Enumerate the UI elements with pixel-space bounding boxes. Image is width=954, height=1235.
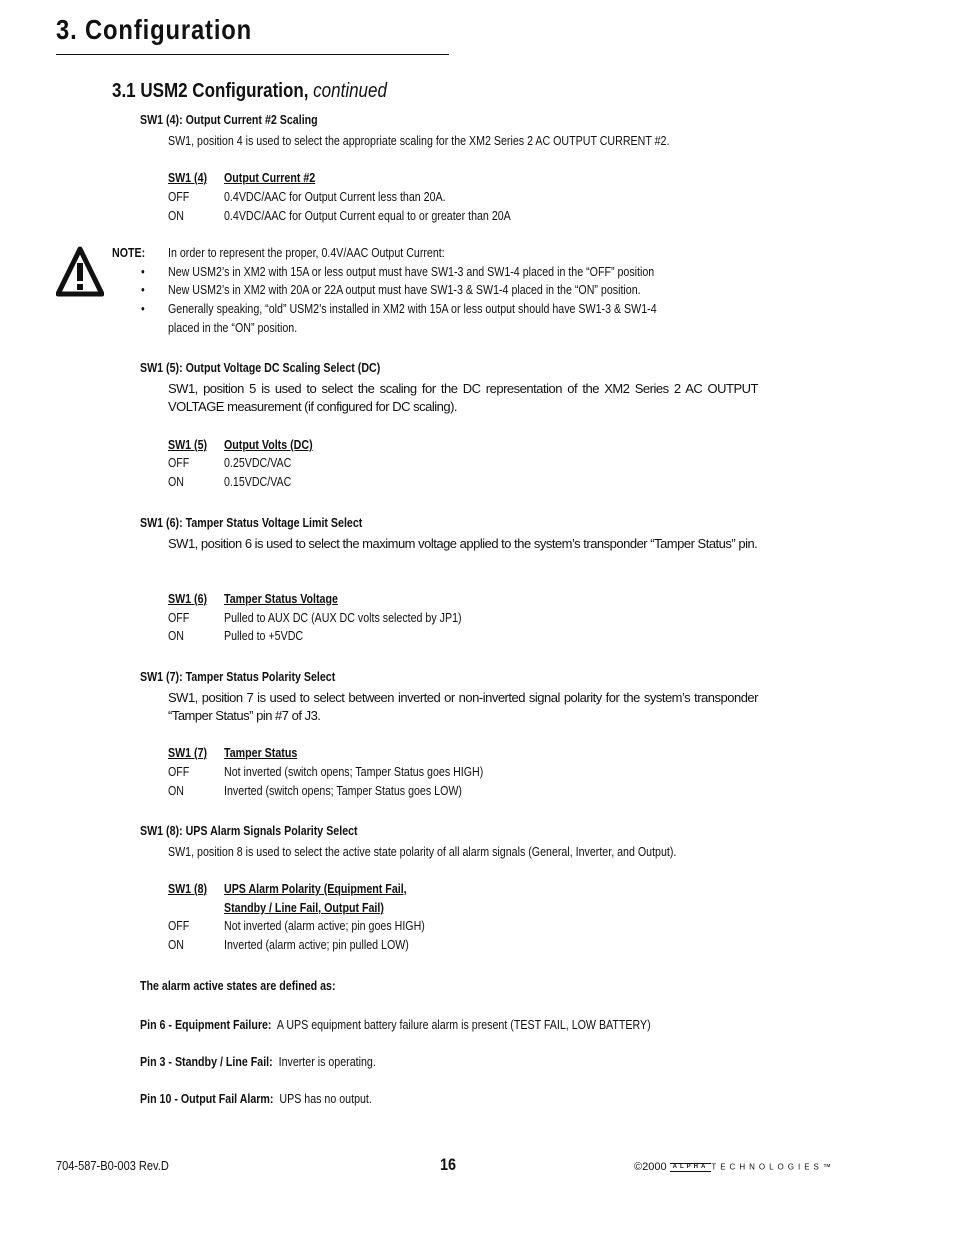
alarm-item: Pin 10 - Output Fail Alarm: UPS has no output. (140, 1091, 372, 1106)
note-intro: In order to represent the proper, 0.4V/AAC Output Current: (168, 245, 445, 260)
copyright: ©2000 (634, 1161, 667, 1173)
alarm-item: Pin 3 - Standby / Line Fail: Inverter is operating. (140, 1054, 376, 1069)
title-rule (56, 54, 449, 55)
note-bullet: New USM2’s in XM2 with 20A or 22A output must have SW1-3 & SW1-4 placed in the “ON” position. (168, 282, 641, 297)
sw1-6-col1-header: SW1 (6) (168, 591, 208, 606)
sw1-4-row-value: 0.4VDC/AAC for Output Current less than 20A. (224, 189, 446, 204)
sw1-4-row-value: 0.4VDC/AAC for Output Current equal to or greater than 20A (224, 208, 511, 223)
warning-triangle-icon (56, 246, 104, 298)
sw1-8-heading: SW1 (8): UPS Alarm Signals Polarity Select (140, 823, 358, 838)
sw1-5-row-value: 0.15VDC/VAC (224, 474, 292, 489)
sw1-4-col1-header: SW1 (4) (168, 170, 208, 185)
bullet-dot: • (141, 282, 145, 297)
note-label: NOTE: (112, 245, 146, 260)
sw1-5-row-value: 0.25VDC/VAC (224, 455, 292, 470)
sw1-5-description: SW1, position 5 is used to select the scaling for the DC representation of the XM2 Series 2 AC OUTPUT VOLTAGE measurement (if configured for DC scaling). (168, 381, 758, 414)
sw1-4-heading: SW1 (4): Output Current #2 Scaling (140, 112, 318, 127)
alarms-heading: The alarm active states are defined as: (140, 978, 336, 993)
sw1-6-col2-header: Tamper Status Voltage (224, 591, 338, 606)
sw1-5-heading: SW1 (5): Output Voltage DC Scaling Select (DC) (140, 360, 381, 375)
sw1-5-col1-header: SW1 (5) (168, 437, 208, 452)
sw1-6-row-state: OFF (168, 610, 190, 625)
note-bullet-continued: placed in the “ON” position. (168, 320, 298, 335)
sw1-6-row-value: Pulled to AUX DC (AUX DC volts selected by JP1) (224, 610, 462, 625)
sw1-8-row-value: Inverted (alarm active; pin pulled LOW) (224, 937, 409, 952)
sw1-4-description: SW1, position 4 is used to select the appropriate scaling for the XM2 Series 2 AC OUTPUT CURRENT #2. (168, 133, 670, 148)
note-bullet: Generally speaking, “old” USM2’s installed in XM2 with 15A or less output should have SW1-3 & SW1-4 (168, 301, 657, 316)
sw1-7-row-state: ON (168, 783, 184, 798)
sw1-7-row-value: Inverted (switch opens; Tamper Status goes LOW) (224, 783, 462, 798)
sw1-8-row-state: ON (168, 937, 184, 952)
alpha-logo: ALPHA (670, 1163, 712, 1172)
bullet-dot: • (141, 301, 145, 316)
section-title-suffix: continued (313, 80, 387, 102)
sw1-7-heading: SW1 (7): Tamper Status Polarity Select (140, 669, 336, 684)
alarm-item: Pin 6 - Equipment Failure: A UPS equipment battery failure alarm is present (TEST FAIL, LOW BATTERY) (140, 1017, 651, 1032)
sw1-4-row-state: ON (168, 208, 184, 223)
section-title: 3.1 USM2 Configuration, continued (112, 80, 387, 102)
sw1-6-heading: SW1 (6): Tamper Status Voltage Limit Select (140, 515, 363, 530)
sw1-7-col2-header: Tamper Status (224, 745, 298, 760)
sw1-8-col2-header: Standby / Line Fail, Output Fail) (224, 900, 384, 915)
sw1-7-row-value: Not inverted (switch opens; Tamper Status goes HIGH) (224, 764, 484, 779)
sw1-4-row-state: OFF (168, 189, 190, 204)
sw1-5-row-state: OFF (168, 455, 190, 470)
sw1-8-col1-header: SW1 (8) (168, 881, 208, 896)
technologies-logo: TECHNOLOGIES™ (711, 1162, 835, 1172)
sw1-6-row-value: Pulled to +5VDC (224, 628, 304, 643)
sw1-6-row-state: ON (168, 628, 184, 643)
sw1-7-description: SW1, position 7 is used to select between inverted or non-inverted signal polarity for the system’s transponder “Tamper Status” pin #7 of J3. (168, 690, 758, 723)
doc-number: 704-587-B0-003 Rev.D (56, 1158, 169, 1173)
sw1-8-description: SW1, position 8 is used to select the active state polarity of all alarm signals (General, Inverter, and Output). (168, 844, 677, 859)
note-bullet: New USM2’s in XM2 with 15A or less output must have SW1-3 and SW1-4 placed in the “OFF” position (168, 264, 655, 279)
sw1-8-row-value: Not inverted (alarm active; pin goes HIGH) (224, 918, 425, 933)
sw1-7-row-state: OFF (168, 764, 190, 779)
footer-brand (634, 1161, 835, 1173)
sw1-6-description: SW1, position 6 is used to select the maximum voltage applied to the system’s transponder “Tamper Status” pin. (168, 536, 758, 551)
sw1-4-col2-header: Output Current #2 (224, 170, 316, 185)
sw1-5-row-state: ON (168, 474, 184, 489)
sw1-7-col1-header: SW1 (7) (168, 745, 208, 760)
sw1-5-col2-header: Output Volts (DC) (224, 437, 313, 452)
sw1-8-row-state: OFF (168, 918, 190, 933)
sw1-8-col2-header: UPS Alarm Polarity (Equipment Fail, (224, 881, 407, 896)
page-number: 16 (440, 1155, 457, 1174)
bullet-dot: • (141, 264, 145, 279)
chapter-title: 3. Configuration (56, 14, 253, 45)
